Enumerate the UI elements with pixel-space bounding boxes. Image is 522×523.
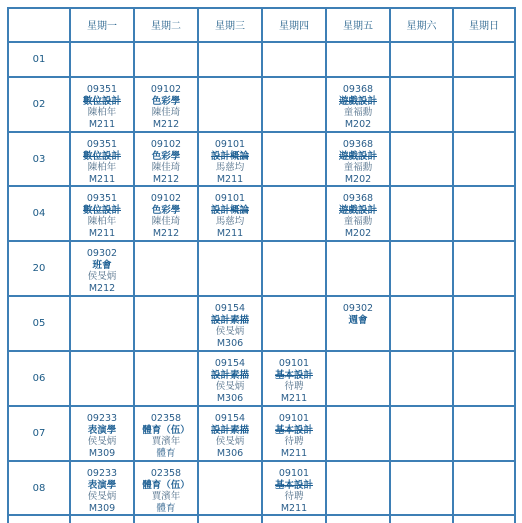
course-code: 09302 xyxy=(342,303,374,314)
course-code: 02358 xyxy=(150,413,182,424)
course-room: 體育 xyxy=(156,447,176,459)
course-teacher: 待聘 xyxy=(284,491,304,502)
course-cell[interactable] xyxy=(199,139,261,185)
course-cell[interactable] xyxy=(263,358,325,405)
course-cell[interactable] xyxy=(327,139,389,185)
course-title[interactable]: 週會 xyxy=(348,314,368,326)
grid-hline xyxy=(7,7,516,9)
course-teacher: 侯旻炳 xyxy=(87,271,117,282)
course-code: 09101 xyxy=(214,193,246,204)
course-title[interactable]: 數位設計 xyxy=(82,204,121,216)
course-code: 09368 xyxy=(342,139,374,150)
grid-hline xyxy=(7,240,516,242)
course-code: 09154 xyxy=(214,303,246,314)
course-code: 09101 xyxy=(278,468,310,479)
course-room: M211 xyxy=(216,227,244,239)
course-room: M211 xyxy=(88,173,116,185)
course-code: 09102 xyxy=(150,193,182,204)
course-teacher: 陳佳琦 xyxy=(151,162,181,173)
day-header: 星期三 xyxy=(215,21,245,32)
course-room: M211 xyxy=(88,118,116,130)
period-label: 08 xyxy=(32,482,46,494)
grid-hline xyxy=(7,76,516,78)
course-cell[interactable] xyxy=(263,468,325,514)
course-title[interactable]: 遊戲設計 xyxy=(338,204,377,216)
course-room: M211 xyxy=(280,447,308,459)
course-title[interactable]: 基本設計 xyxy=(274,424,313,436)
course-room: M202 xyxy=(344,227,372,239)
course-code: 09154 xyxy=(214,413,246,424)
period-label: 04 xyxy=(32,208,46,219)
course-code: 09101 xyxy=(278,413,310,424)
course-teacher: 侯旻炳 xyxy=(87,436,117,447)
course-room: M212 xyxy=(152,118,180,130)
day-header: 星期六 xyxy=(406,21,437,32)
course-cell[interactable] xyxy=(135,139,197,185)
course-title[interactable]: 色彩學 xyxy=(151,150,181,162)
course-cell[interactable] xyxy=(199,303,261,350)
course-title[interactable]: 數位設計 xyxy=(82,95,121,107)
course-teacher: 侯旻炳 xyxy=(215,381,245,392)
course-teacher: 賈濱年 xyxy=(151,436,181,447)
course-title[interactable]: 數位設計 xyxy=(82,150,121,162)
course-cell[interactable] xyxy=(71,139,133,185)
course-cell[interactable] xyxy=(71,193,133,240)
course-room: M309 xyxy=(88,447,116,459)
course-code: 09101 xyxy=(278,358,310,369)
course-room: M306 xyxy=(216,447,244,459)
course-title[interactable]: 班會 xyxy=(92,259,112,271)
course-teacher: 賈濱年 xyxy=(151,491,181,502)
period-label: 05 xyxy=(32,318,46,329)
course-code: 09101 xyxy=(214,139,246,150)
course-cell[interactable] xyxy=(199,413,261,460)
course-room: 體育 xyxy=(156,502,176,514)
course-title[interactable]: 色彩學 xyxy=(151,95,181,107)
course-teacher: 陳佳琦 xyxy=(151,107,181,118)
course-code: 09368 xyxy=(342,84,374,95)
grid-hline xyxy=(7,460,516,462)
course-room: M202 xyxy=(344,118,372,130)
course-code: 09351 xyxy=(86,193,118,204)
course-title[interactable]: 體育（伍） xyxy=(142,424,190,436)
day-header: 星期五 xyxy=(343,21,373,32)
course-cell[interactable] xyxy=(327,84,389,131)
course-code: 09351 xyxy=(86,84,118,95)
course-cell[interactable] xyxy=(71,468,133,514)
course-teacher: 陳柏年 xyxy=(87,162,117,173)
grid-hline xyxy=(7,514,516,516)
course-title[interactable]: 表演學 xyxy=(87,479,117,491)
course-room: M211 xyxy=(280,392,308,404)
grid-hline xyxy=(7,405,516,407)
course-cell[interactable] xyxy=(71,413,133,460)
day-header: 星期一 xyxy=(87,21,117,32)
period-label: 03 xyxy=(32,153,46,165)
course-cell[interactable] xyxy=(199,358,261,405)
course-title[interactable]: 設計概論 xyxy=(210,204,249,216)
course-teacher: 陳柏年 xyxy=(87,107,117,118)
course-title[interactable]: 體育（伍） xyxy=(142,479,190,491)
period-label: 20 xyxy=(32,263,46,274)
course-cell[interactable] xyxy=(263,413,325,460)
course-title[interactable]: 設計概論 xyxy=(210,150,249,162)
course-title[interactable]: 遊戲設計 xyxy=(338,95,377,107)
grid-hline xyxy=(7,295,516,297)
course-teacher: 童福勳 xyxy=(343,107,373,118)
course-room: M306 xyxy=(216,392,244,404)
course-cell[interactable] xyxy=(327,193,389,240)
course-code: 09302 xyxy=(86,248,118,259)
course-title[interactable]: 設計素描 xyxy=(210,369,249,381)
grid-hline xyxy=(7,185,516,187)
course-title[interactable]: 色彩學 xyxy=(151,204,181,216)
course-room: M212 xyxy=(88,282,116,294)
day-header: 星期日 xyxy=(469,21,499,32)
course-room: M306 xyxy=(216,337,244,349)
course-cell[interactable] xyxy=(327,303,389,350)
course-room: M309 xyxy=(88,502,116,514)
grid-vline xyxy=(389,7,391,523)
course-teacher: 馬慈均 xyxy=(215,162,245,173)
course-teacher: 侯旻炳 xyxy=(87,491,117,502)
day-header: 星期四 xyxy=(279,21,309,32)
course-teacher: 馬慈均 xyxy=(215,216,245,227)
course-title[interactable]: 表演學 xyxy=(87,424,117,436)
course-title[interactable]: 遊戲設計 xyxy=(338,150,377,162)
course-code: 09351 xyxy=(86,139,118,150)
course-room: M211 xyxy=(216,173,244,185)
course-code: 02358 xyxy=(150,468,182,479)
course-code: 09154 xyxy=(214,358,246,369)
course-teacher: 陳佳琦 xyxy=(151,216,181,227)
course-code: 09102 xyxy=(150,139,182,150)
course-cell[interactable] xyxy=(71,84,133,131)
course-cell[interactable] xyxy=(199,193,261,240)
course-cell[interactable] xyxy=(71,248,133,295)
period-label: 07 xyxy=(32,428,46,439)
course-title[interactable]: 基本設計 xyxy=(274,479,313,491)
period-label: 01 xyxy=(32,54,46,65)
grid-vline xyxy=(514,7,516,523)
course-cell[interactable] xyxy=(135,468,197,514)
course-teacher: 侯旻炳 xyxy=(215,326,245,337)
course-cell[interactable] xyxy=(135,84,197,131)
course-cell[interactable] xyxy=(135,193,197,240)
grid-hline xyxy=(7,41,516,43)
course-room: M212 xyxy=(152,227,180,239)
course-room: M211 xyxy=(88,227,116,239)
period-label: 06 xyxy=(32,373,46,384)
course-code: 09102 xyxy=(150,84,182,95)
course-teacher: 童福勳 xyxy=(343,162,373,173)
period-label: 02 xyxy=(32,99,46,110)
course-cell[interactable] xyxy=(135,413,197,460)
course-teacher: 待聘 xyxy=(284,381,304,392)
course-teacher: 侯旻炳 xyxy=(215,436,245,447)
course-room: M202 xyxy=(344,173,372,185)
course-room: M211 xyxy=(280,502,308,514)
course-teacher: 陳柏年 xyxy=(87,216,117,227)
course-title[interactable]: 設計素描 xyxy=(210,424,249,436)
course-code: 09233 xyxy=(86,413,118,424)
course-title[interactable]: 基本設計 xyxy=(274,369,313,381)
grid-hline xyxy=(7,350,516,352)
course-title[interactable]: 設計素描 xyxy=(210,314,249,326)
course-room: M212 xyxy=(152,173,180,185)
day-header: 星期二 xyxy=(151,21,181,32)
course-code: 09233 xyxy=(86,468,118,479)
grid-hline xyxy=(7,131,516,133)
grid-vline xyxy=(452,7,454,523)
course-code: 09368 xyxy=(342,193,374,204)
course-teacher: 童福勳 xyxy=(343,216,373,227)
course-teacher: 待聘 xyxy=(284,436,304,447)
